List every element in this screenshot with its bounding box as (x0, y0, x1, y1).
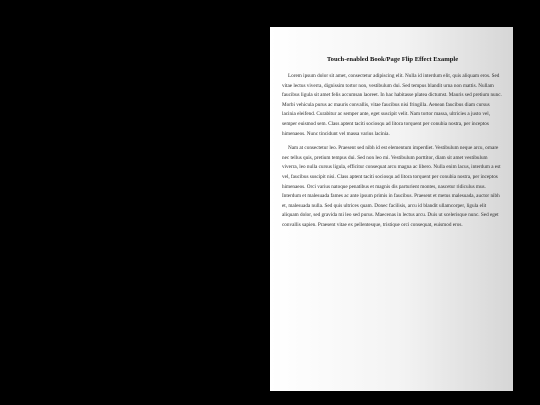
page-paragraph: Nam at consectetur leo. Praesent sed nibh id est elementum imperdiet. Vestibulum neque arcu, ornare nec tellus quis, pretium tempus dui. Sed non leo mi. Vestibulum porttitor, diam sit amet vestibulum viverra, leo nulla cursus ligula, efficitur consequat arcu magna ac libero. Nulla enim lacus, interdum a est vel, faucibus suscipit nisi. Class aptent taciti sociosqu ad litora torquent per conubia nostra, per inceptos himenaeos. Orci varius natoque penatibus et magnis dis parturient montes, nascetur ridiculus mus. Interdum et malesuada fames ac ante ipsum primis in faucibus. Praesent et metus malesuada, auctor nibh et, malesuada nulla. Sed quis ultrices quam. Donec facilisis, arcu id blandit ullamcorper, ligula elit aliquam dolor, sed gravida mi leo sed purus. Maecenas in lectus arcu. Duis ut scelerisque nunc. Sed eget convallis sapien. Praesent vitae ex pellentesque, tristique orci consequat, euismod eros. (282, 145, 501, 228)
page-paragraph: Lorem ipsum dolor sit amet, consectetur adipiscing elit. Nulla id interdum elit, quis aliquam eros. Sed vitae lectus viverra, dignissim tortor non, vestibulum dui. Sed tempus blandit urna non mattis. Nullam faucibus ligula sit amet felis accumsan laoreet. In hac habitasse platea dictumst. Mauris sed pretium nunc. Morbi vehicula purus ac mauris convallis, vitae faucibus nisi fringilla. Aenean faucibus diam cursus lacinia eleifend. Curabitur ac semper ante, eget suscipit velit. Nam tortor massa, ultricies a justo vel, semper euismod sem. Class aptent taciti sociosqu ad litora torquent per conubia nostra, per inceptos himenaeos. Nunc tincidunt vel massa varius lacinia. (282, 73, 502, 137)
page-title: Touch-enabled Book/Page Flip Effect Example (326, 56, 459, 63)
book-page[interactable] (270, 27, 513, 391)
